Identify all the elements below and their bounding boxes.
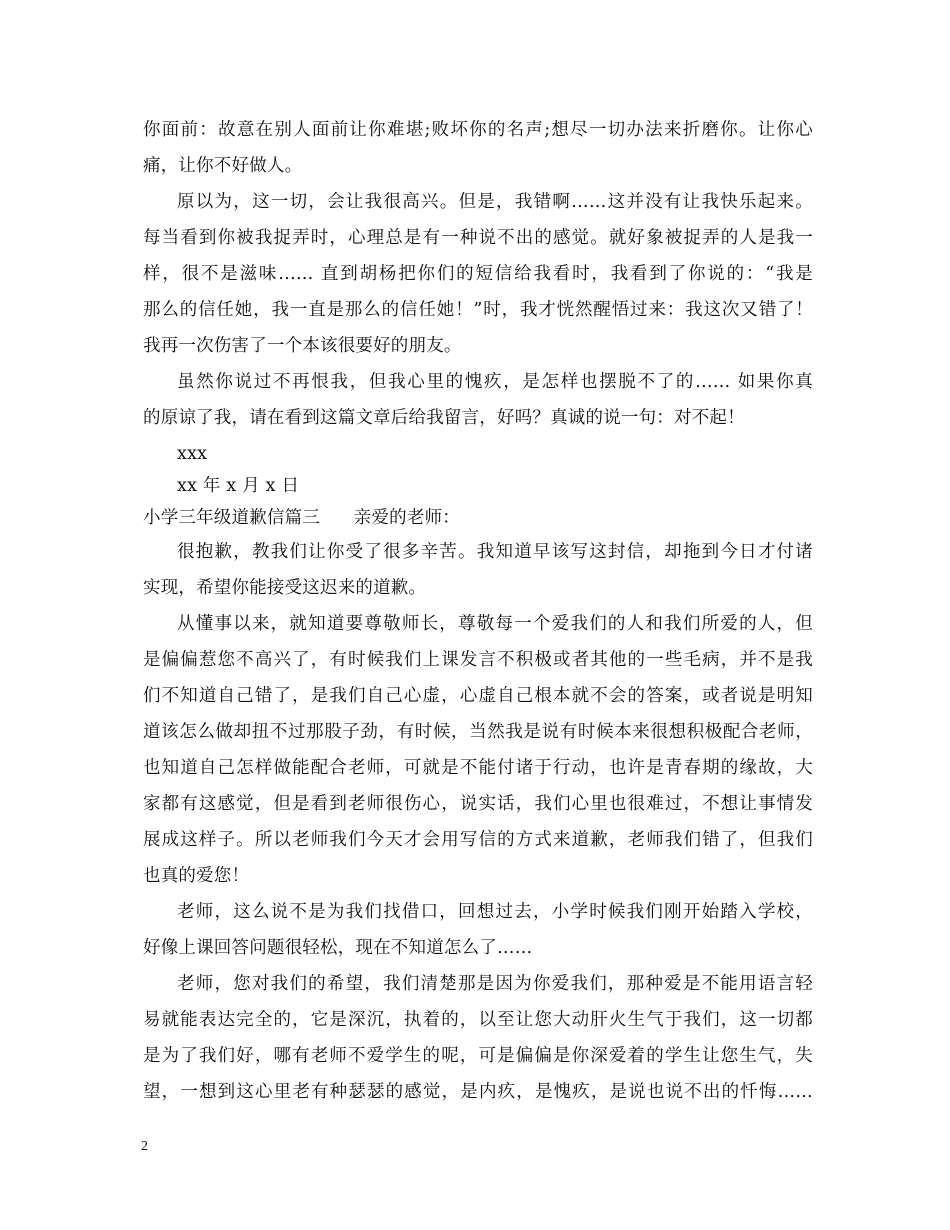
text-line: 痛，让你不好做人。 xyxy=(143,156,303,176)
paragraph-first-line: 老师，这么说不是为我们找借口，回想过去，小学时候我们刚开始踏入学校， xyxy=(177,902,813,922)
text-line: 你面前：故意在别人面前让你难堪;败坏你的名声;想尽一切办法来折磨你。让你心 xyxy=(143,120,813,140)
text-line: 望，一想到这心里老有种瑟瑟的感觉，是内疚，是愧疚，是说也说不出的忏悔…… xyxy=(143,1082,813,1102)
text-line: 的原谅了我，请在看到这篇文章后给我留言，好吗？真诚的说一句：对不起！ xyxy=(143,408,745,428)
salutation: 亲爱的老师： xyxy=(353,508,460,528)
paragraph-first-line: 很抱歉，教我们让你受了很多辛苦。我知道早该写这封信，却拖到今日才付诸 xyxy=(177,542,813,562)
text-line: 们不知道自己错了，是我们自己心虚，心虚自己根本就不会的答案，或者说是明知 xyxy=(143,686,813,706)
text-line: 也真的爱您！ xyxy=(143,866,250,886)
page-number: 2 xyxy=(141,1139,148,1154)
section-heading xyxy=(143,506,813,530)
signature-name: xxx xyxy=(177,444,208,464)
signature-date: xx 年 x 月 x 日 xyxy=(177,476,300,496)
text-line: 实现，希望你能接受这迟来的道歉。 xyxy=(143,578,427,598)
paragraph-first-line: 从懂事以来，就知道要尊敬师长，尊敬每一个爱我们的人和我们所爱的人，但 xyxy=(177,614,813,634)
text-line: 道该怎么做却扭不过那股子劲，有时候，当然我是说有时候本来很想积极配合老师， xyxy=(143,722,813,742)
text-line: 每当看到你被我捉弄时，心理总是有一种说不出的感觉。就好象被捉弄的人是我一 xyxy=(143,228,813,248)
text-line: 展成这样子。所以老师我们今天才会用写信的方式来道歉，老师我们错了，但我们 xyxy=(143,830,813,850)
text-line: 家都有这感觉，但是看到老师很伤心，说实话，我们心里也很难过，不想让事情发 xyxy=(143,794,813,814)
paragraph-first-line: 虽然你说过不再恨我，但我心里的愧疚，是怎样也摆脱不了的…… 如果你真 xyxy=(177,372,813,392)
text-line: 样，很不是滋味…… 直到胡杨把你们的短信给我看时，我看到了你说的：“我是 xyxy=(143,264,813,284)
text-line: 也知道自己怎样做能配合老师，可就是不能付诸于行动，也许是青春期的缘故，大 xyxy=(143,758,813,778)
section-title: 小学三年级道歉信篇三 xyxy=(143,508,320,528)
paragraph-first-line: 原以为，这一切，会让我很高兴。但是，我错啊……这并没有让我快乐起来。 xyxy=(177,192,813,212)
text-line: 易就能表达完全的，它是深沉，执着的，以至让您大动肝火生气于我们，这一切都 xyxy=(143,1010,813,1030)
text-line: 我再一次伤害了一个本该很要好的朋友。 xyxy=(143,336,462,356)
paragraph-first-line: 老师，您对我们的希望，我们清楚那是因为你爱我们，那种爱是不能用语言轻 xyxy=(177,974,813,994)
text-line: 好像上课回答问题很轻松，现在不知道怎么了…… xyxy=(143,938,533,958)
text-line: 是偏偏惹您不高兴了，有时候我们上课发言不积极或者其他的一些毛病，并不是我 xyxy=(143,650,813,670)
text-line: 是为了我们好，哪有老师不爱学生的呢，可是偏偏是你深爱着的学生让您生气，失 xyxy=(143,1046,813,1066)
text-line: 那么的信任她，我一直是那么的信任她！”时，我才恍然醒悟过来：我这次又错了！ xyxy=(143,300,813,320)
